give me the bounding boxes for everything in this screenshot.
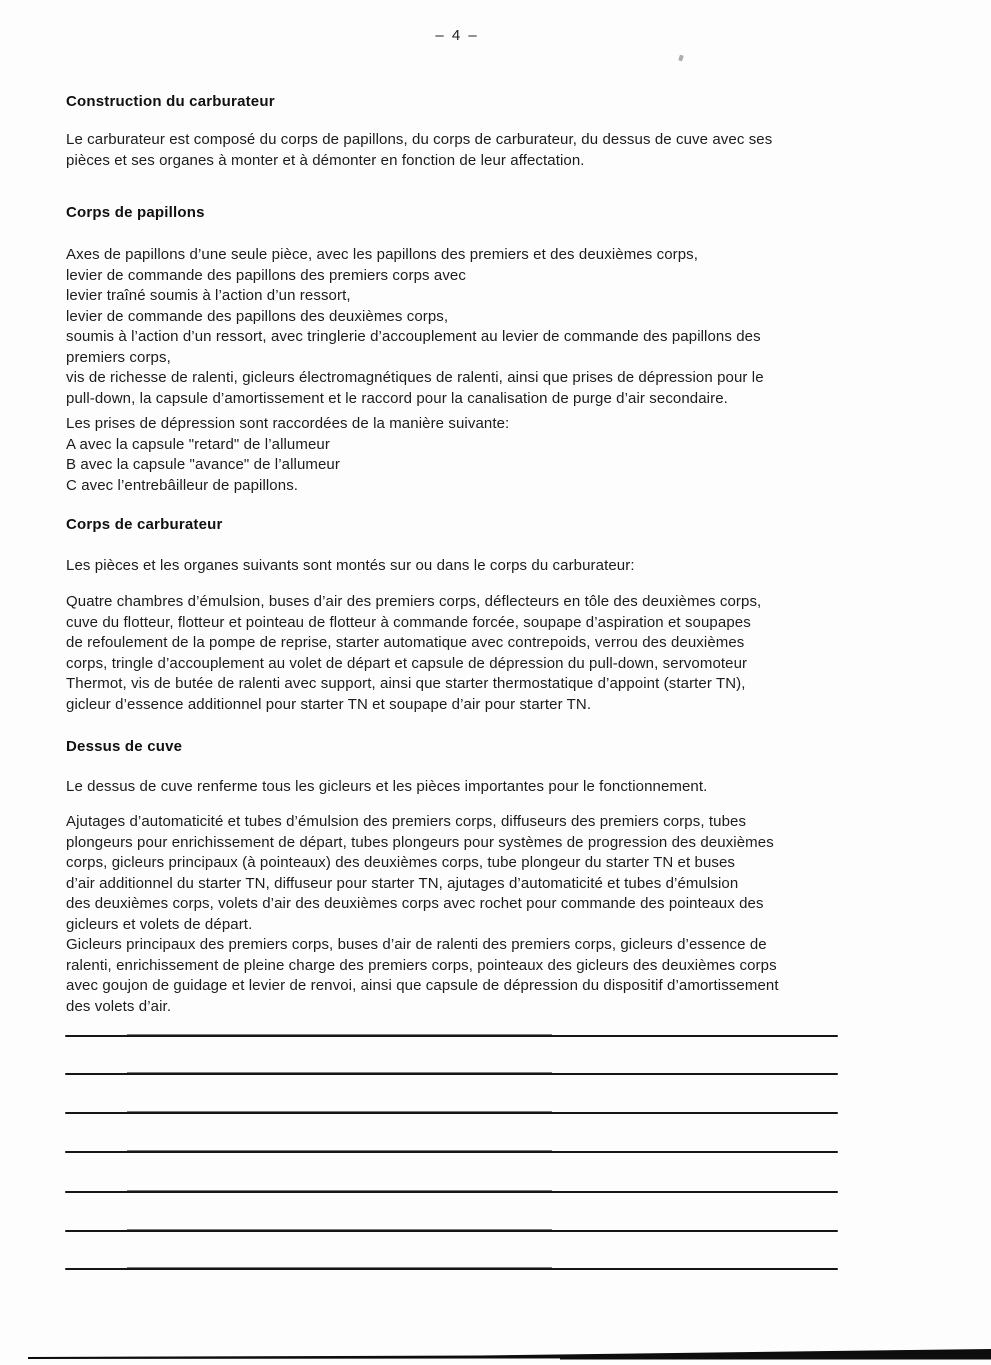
page-number: – 4 –	[435, 27, 479, 44]
ruled-line	[65, 1191, 838, 1193]
ruled-line	[65, 1035, 838, 1037]
paragraph-prises-de-depression: Les prises de dépression sont raccordées de la manière suivante: A avec la capsule "retard" de l’allumeur B avec la capsule "avance" de l’allumeur C avec l’entrebâilleur de papillons.	[66, 415, 510, 494]
paragraph-intro: Le carburateur est composé du corps de papillons, du corps de carburateur, du dessus de cuve avec ses pièces et ses organes à monter et à démonter en fonction de leur affectation.	[66, 131, 773, 169]
scan-speck	[678, 55, 684, 62]
section-heading-corps-de-papillons: Corps de papillons	[66, 204, 205, 221]
paragraph-corps-de-papillons: Axes de papillons d’une seule pièce, avec les papillons des premiers et des deuxièmes corps, levier de commande des papillons des premiers corps avec levier traîné soumis à l’action d’un ressort, levier de commande des papillons des deuxièmes corps, soumis à l’action d’un ressort, avec tringlerie d’accouplement au levier de commande des papillons des premiers corps, vis de richesse de ralenti, gicleurs électromagnétiques de ralenti, ainsi que prises de dépression pour le pull-down, la capsule d’amortissement et le raccord pour la canalisation de purge d’air secondaire.	[66, 246, 764, 407]
ruled-line	[65, 1112, 838, 1114]
page-bottom-scan-edge	[0, 1346, 991, 1362]
ruled-line	[65, 1151, 838, 1153]
ruled-line	[65, 1073, 838, 1075]
paragraph-pieces-organes-intro: Les pièces et les organes suivants sont montés sur ou dans le corps du carburateur:	[66, 557, 635, 574]
ruled-line	[65, 1268, 838, 1270]
paragraph-corps-de-carburateur: Quatre chambres d’émulsion, buses d’air des premiers corps, déflecteurs en tôle des deuxièmes corps, cuve du flotteur, flotteur et pointeau de flotteur à commande forcée, soupape d’aspiration et soupapes de refoulement de la pompe de reprise, starter automatique avec contrepoids, verrou des deuxièmes corps, tringle d’accouplement au volet de départ et capsule de dépression du pull-down, servomoteur Thermot, vis de butée de ralenti avec support, ainsi que starter thermostatique d’appoint (starter TN), gicleur d’essence additionnel pour starter TN et soupape d’air pour starter TN.	[66, 593, 762, 713]
paragraph-dessus-de-cuve: Ajutages d’automaticité et tubes d’émulsion des premiers corps, diffuseurs des premiers corps, tubes plongeurs pour enrichissement de départ, tubes plongeurs pour systèmes de progression des deuxièmes corps, gicleurs principaux (à pointeaux) des deuxièmes corps, tube plongeur du starter TN et buses d’air additionnel du starter TN, diffuseur pour starter TN, ajutages d’automaticité et tubes d’émulsion des deuxièmes corps, volets d’air des deuxièmes corps avec rochet pour commande des pointeaux des gicleurs et volets de départ. Gicleurs principaux des premiers corps, buses d’air de ralenti des premiers corps, gicleurs d’essence de ralenti, enrichissement de pleine charge des premiers corps, pointeaux des gicleurs des deuxièmes corps avec goujon de guidage et levier de renvoi, ainsi que capsule de dépression du dispositif d’amortissement des volets d’air.	[66, 813, 779, 1015]
section-heading-dessus-de-cuve: Dessus de cuve	[66, 738, 183, 755]
section-heading-construction-du-carburateur: Construction du carburateur	[66, 93, 275, 110]
section-heading-corps-de-carburateur: Corps de carburateur	[66, 516, 223, 533]
ruled-line	[65, 1230, 838, 1232]
paragraph-dessus-de-cuve-intro: Le dessus de cuve renferme tous les gicleurs et les pièces importantes pour le fonctionnement.	[66, 778, 708, 795]
